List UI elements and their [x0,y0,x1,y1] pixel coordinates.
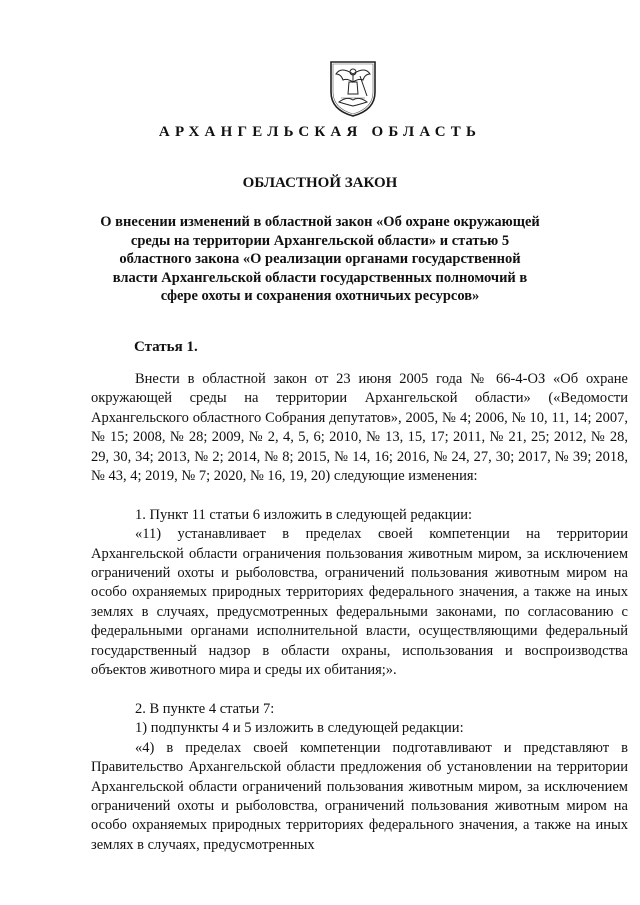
article-heading: Статья 1. [134,339,198,355]
item-1-text: «11) устанавливает в пределах своей компетенции на территории Архангельской области ограничения пользования животным миром, за исключением ограничений охоты и рыболовства, ограничений пользования животным миром на особо охраняемых природных территориях федерального значения, а также на иных землях в случаях, предусмотренных федеральными законами, по согласованию с федеральными органами исполнительной власти, осуществляющими федеральный государственный надзор в области охраны, использования и воспроизводства объектов животного мира и среды их обитания;». [91,526,628,679]
region-name: АРХАНГЕЛЬСКАЯ ОБЛАСТЬ [158,124,482,140]
coat-of-arms-icon [327,58,379,118]
article-body [91,370,628,855]
item-2-subitem-1-text: «4) в пределах своей компетенции подготавливают и представляют в Правительство Архангельской области предложения об установлении на территории Архангельской области ограничений пользования животным миром, за исключением ограничений охоты и рыболовства, ограничений пользования животным миром на особо охраняемых природных территориях федерального значения, а также на иных землях в случаях, предусмотренных [91,739,628,853]
article-intro: Внести в областной закон от 23 июня 2005 года № 66-4-ОЗ «Об охране окружающей среды на территории Архангельской области» («Ведомости Архангельского областного Собрания депутатов», 2005, № 4; 2006, № 10, 11, 14; 2007, № 15; 2008, № 28; 2009, № 2, 4, 5, 6; 2010, № 13, 15, 17; 2011, № 21, 25; 2012, № 28, 29, 30, 34; 2013, № 2; 2014, № 8; 2015, № 14, 16; 2016, № 24, 27, 30; 2017, № 39; 2018, № 43, 4; 2019, № 7; 2020, № 16, 19, 20) следующие изменения: [91,371,628,485]
item-1-heading: 1. Пункт 11 статьи 6 изложить в следующей редакции: [135,506,473,523]
item-2-heading: 2. В пункте 4 статьи 7: [135,700,275,717]
law-title: О внесении изменений в областной закон «Об охране окружающей среды на территории Архангельской области» и статью 5 областного закона «О реализации органами государственной власти Архангельской области государственных полномочий в сфере охоты и сохранения охотничьих ресурсов» [100,214,540,304]
document-type: ОБЛАСТНОЙ ЗАКОН [242,175,398,191]
item-2-subitem-1: 1) подпункты 4 и 5 изложить в следующей редакции: [135,720,464,737]
